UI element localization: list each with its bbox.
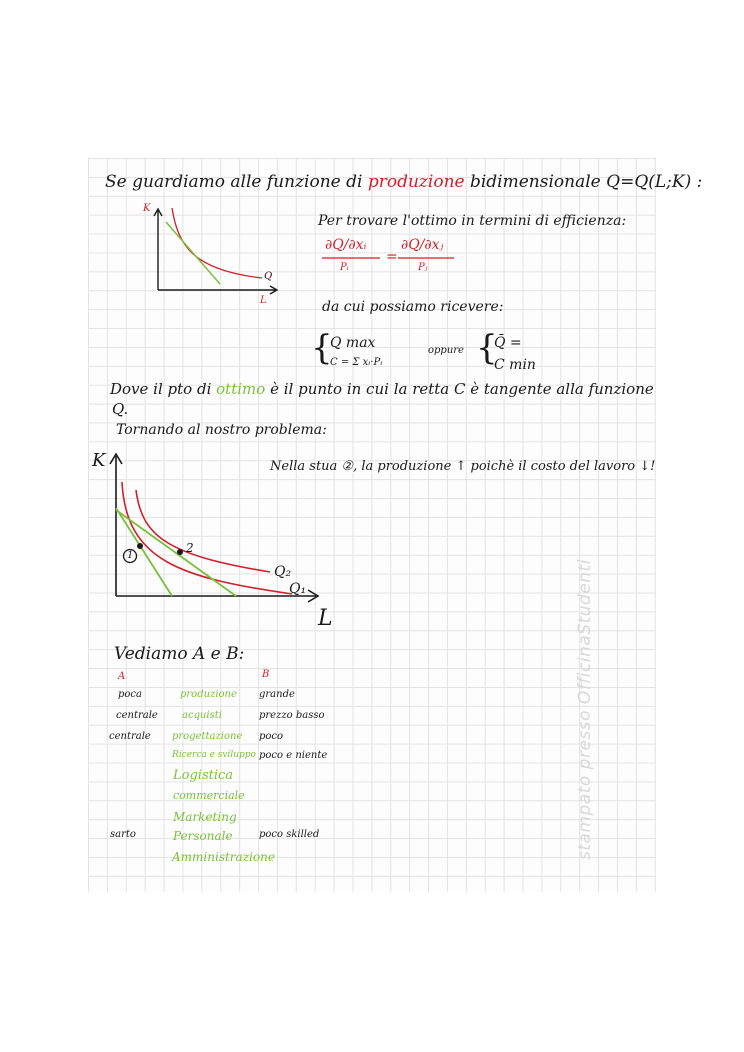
intro-text-post: bidimensionale Q=Q(L;K) :	[469, 172, 703, 192]
row-b-value: poco e niente	[259, 750, 328, 761]
intro-text-pre: Se guardiamo alle funzione di	[105, 172, 363, 192]
row-b-value: poco skilled	[259, 829, 320, 840]
dove-line	[110, 382, 654, 397]
note-situation-2: Nella stua ②, la produzione ↑ poichè il costo del lavoro ↓!	[270, 459, 656, 474]
optimum-intro: Per trovare l'ottimo in termini di efficienza:	[318, 213, 627, 229]
graph1-y-label: K	[143, 203, 151, 214]
graph2-q1-label: Q₁	[289, 581, 307, 597]
graph2-isoquant-q1	[122, 482, 292, 594]
row-a-value: centrale	[116, 710, 158, 721]
system-left-line1: Q max	[330, 335, 376, 351]
system-right-line2: C min	[494, 357, 536, 373]
dove-text-highlight: ottimo	[216, 380, 266, 398]
graph1-isoquant-curve	[172, 208, 262, 278]
graph2-point-1-label: 1	[127, 550, 134, 561]
graph2-point-1	[137, 543, 143, 549]
intro-line	[105, 174, 702, 191]
dove-text-line2: Q.	[112, 400, 129, 418]
graph2-y-label: K	[92, 450, 106, 471]
optimum-left-denominator: Pᵢ	[340, 262, 349, 273]
row-b-value: prezzo basso	[259, 710, 325, 721]
isoquant-graph-large	[100, 450, 340, 625]
row-b-value: poco	[259, 731, 284, 742]
row-label: Ricerca e sviluppo	[172, 750, 256, 760]
system-oppure: oppure	[428, 345, 464, 356]
graph2-budget-line-2	[116, 510, 236, 596]
intro-text-highlight: produzione	[367, 172, 465, 192]
dove-text-pre: Dove il pto di	[110, 380, 212, 398]
fraction-bar-left	[322, 256, 382, 260]
graph2-point-2	[177, 549, 183, 555]
row-label: progettazione	[172, 731, 243, 742]
fraction-bar-right	[398, 256, 458, 260]
system-brace-right: {	[476, 328, 498, 368]
row-label: Amministrazione	[172, 850, 275, 864]
column-a-header: A	[118, 671, 126, 682]
row-label: Marketing	[173, 810, 237, 824]
system-left-line2: C = Σ xᵢ·Pᵢ	[330, 357, 383, 368]
graph2-isoquant-q2	[136, 490, 270, 572]
row-label: Personale	[173, 829, 233, 843]
row-b-value: grande	[259, 689, 295, 700]
graph1-curve-label: Q	[264, 271, 273, 282]
row-label: Logistica	[173, 768, 234, 783]
graph1-x-label: L	[260, 295, 267, 306]
riceve-text: da cui possiamo ricevere:	[322, 299, 504, 315]
column-b-header: B	[262, 669, 270, 680]
row-a-value: sarto	[110, 829, 136, 840]
row-label: commerciale	[173, 789, 245, 802]
optimum-left-numerator: ∂Q/∂xᵢ	[325, 237, 367, 253]
graph1-budget-line	[166, 222, 220, 284]
watermark: stampato presso OfficinaStudenti	[575, 559, 595, 860]
optimum-right-numerator: ∂Q/∂xⱼ	[401, 237, 444, 253]
row-a-value: poca	[118, 689, 142, 700]
optimum-equals: =	[386, 249, 398, 265]
optimum-right-denominator: Pⱼ	[418, 262, 428, 273]
graph2-x-label: L	[318, 606, 333, 631]
row-label: produzione	[180, 689, 237, 700]
system-right-line1: Q̄ =	[494, 335, 522, 351]
vediamo-title: Vediamo A e B:	[114, 644, 245, 664]
tornando-text: Tornando al nostro problema:	[116, 422, 327, 438]
row-a-value: centrale	[109, 731, 151, 742]
system-brace-left: {	[311, 328, 333, 368]
row-label: acquisti	[182, 710, 222, 721]
graph2-point-2-label: 2	[186, 541, 194, 555]
graph2-q2-label: Q₂	[274, 564, 292, 580]
dove-text-post: è il punto in cui la retta C è tangente alla funzione	[270, 380, 654, 398]
isoquant-graph-small	[140, 200, 290, 310]
